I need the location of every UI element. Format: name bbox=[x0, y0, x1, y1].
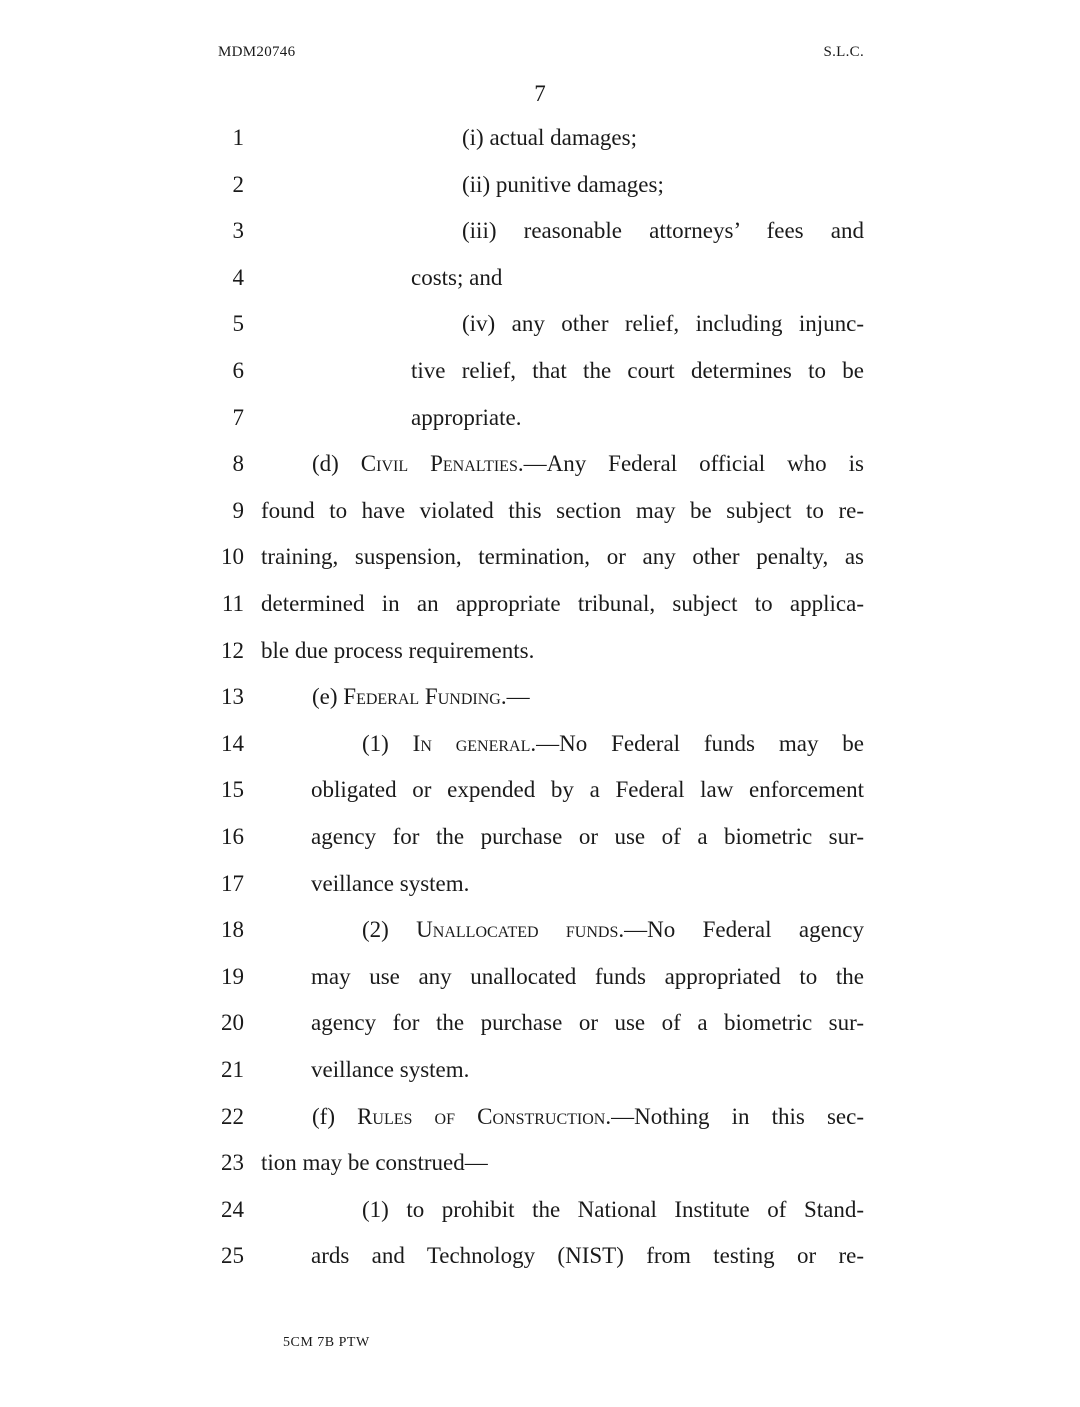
line-text bbox=[311, 776, 864, 804]
document-id: MDM20746 bbox=[218, 44, 296, 60]
text-segment: (iv) any other relief, including injunc- bbox=[462, 311, 864, 337]
text-line bbox=[0, 916, 1080, 963]
text-line bbox=[0, 776, 1080, 823]
line-text bbox=[462, 217, 864, 245]
text-line bbox=[0, 450, 1080, 497]
office-code: S.L.C. bbox=[823, 44, 864, 60]
line-number: 8 bbox=[232, 451, 244, 477]
text-segment: veillance system. bbox=[311, 870, 470, 896]
footer-code: 5CM 7B PTW bbox=[283, 1335, 370, 1350]
text-segment: (i) actual damages; bbox=[462, 125, 637, 150]
text-line bbox=[0, 310, 1080, 357]
line-number: 22 bbox=[221, 1103, 244, 1129]
text-line bbox=[0, 124, 1080, 171]
text-segment: appropriate. bbox=[411, 404, 522, 430]
text-segment: (ii) punitive damages; bbox=[462, 171, 664, 197]
line-text bbox=[411, 357, 864, 385]
text-segment: (iii) reasonable attorneys’ fees and bbox=[462, 218, 864, 244]
section-heading: Federal Funding bbox=[343, 684, 501, 710]
line-text bbox=[311, 1009, 864, 1037]
section-heading: Rules of Construction bbox=[357, 1103, 606, 1129]
text-segment: costs; and bbox=[411, 264, 503, 290]
text-line bbox=[0, 637, 1080, 684]
line-number: 25 bbox=[221, 1243, 244, 1269]
line-number: 17 bbox=[221, 870, 244, 896]
line-number: 16 bbox=[221, 824, 244, 849]
section-heading: Civil Penalties bbox=[360, 451, 518, 477]
line-number: 24 bbox=[221, 1196, 244, 1222]
line-text bbox=[462, 171, 664, 199]
text-segment: obligated or expended by a Federal law enforcement bbox=[311, 777, 864, 803]
text-segment: may use any unallocated funds appropriated to the bbox=[311, 963, 864, 989]
line-text bbox=[411, 404, 521, 432]
text-line bbox=[0, 543, 1080, 590]
line-number: 13 bbox=[221, 684, 244, 710]
text-segment: veillance system. bbox=[311, 1057, 470, 1082]
text-segment: ble due process requirements. bbox=[261, 637, 535, 663]
line-number: 23 bbox=[221, 1150, 244, 1176]
section-heading: Unallocated funds bbox=[416, 917, 619, 943]
text-line bbox=[0, 1196, 1080, 1243]
text-segment: (d) bbox=[312, 451, 361, 477]
line-text bbox=[311, 1242, 864, 1270]
line-number: 4 bbox=[232, 264, 244, 290]
line-text bbox=[311, 870, 469, 898]
line-text bbox=[261, 497, 864, 525]
text-line bbox=[0, 497, 1080, 544]
text-segment: (e) bbox=[312, 684, 344, 710]
text-line bbox=[0, 963, 1080, 1010]
page-number: 7 bbox=[534, 81, 546, 106]
line-text bbox=[362, 916, 864, 944]
text-line bbox=[0, 730, 1080, 777]
line-number: 10 bbox=[221, 544, 244, 570]
text-line bbox=[0, 1242, 1080, 1289]
line-number: 9 bbox=[232, 497, 244, 523]
text-segment: (f) bbox=[312, 1103, 358, 1129]
line-text bbox=[261, 543, 864, 571]
line-text bbox=[261, 590, 864, 618]
text-line bbox=[0, 1056, 1080, 1103]
line-text bbox=[312, 450, 864, 478]
line-text bbox=[462, 310, 864, 338]
text-segment: .—Nothing in this sec- bbox=[605, 1103, 864, 1129]
line-number: 14 bbox=[221, 730, 244, 756]
text-line bbox=[0, 870, 1080, 917]
text-segment: agency for the purchase or use of a biometric sur- bbox=[311, 1010, 864, 1036]
line-text bbox=[462, 124, 637, 152]
line-number: 11 bbox=[221, 591, 244, 616]
line-number: 21 bbox=[221, 1057, 244, 1082]
line-number: 3 bbox=[232, 218, 244, 244]
line-number: 7 bbox=[232, 404, 244, 430]
text-segment: determined in an appropriate tribunal, subject to applica- bbox=[261, 591, 864, 616]
text-line bbox=[0, 683, 1080, 730]
text-segment: .—No Federal agency bbox=[618, 917, 864, 943]
text-line bbox=[0, 171, 1080, 218]
line-text bbox=[312, 683, 530, 711]
text-segment: .— bbox=[500, 684, 530, 710]
line-number: 18 bbox=[221, 917, 244, 943]
text-segment: (1) to prohibit the National Institute of Stand- bbox=[362, 1196, 864, 1222]
line-number: 2 bbox=[232, 171, 244, 197]
text-line bbox=[0, 217, 1080, 264]
line-number: 1 bbox=[232, 125, 244, 150]
text-segment: (1) bbox=[362, 730, 413, 756]
line-text bbox=[312, 1103, 864, 1131]
text-line bbox=[0, 1149, 1080, 1196]
text-segment: (2) bbox=[362, 917, 417, 943]
line-number: 20 bbox=[221, 1010, 244, 1036]
text-segment: ards and Technology (NIST) from testing or re- bbox=[311, 1243, 864, 1269]
text-line bbox=[0, 1103, 1080, 1150]
line-number: 19 bbox=[221, 963, 244, 989]
line-text bbox=[362, 1196, 864, 1224]
line-text bbox=[261, 1149, 488, 1177]
line-text bbox=[261, 637, 534, 665]
text-line bbox=[0, 264, 1080, 311]
line-text bbox=[411, 264, 502, 292]
line-text bbox=[362, 730, 864, 758]
text-line bbox=[0, 1009, 1080, 1056]
text-line bbox=[0, 590, 1080, 637]
text-segment: tive relief, that the court determines to be bbox=[411, 358, 864, 383]
text-line bbox=[0, 823, 1080, 870]
line-number: 5 bbox=[232, 311, 244, 337]
text-line bbox=[0, 404, 1080, 451]
text-segment: tion may be construed— bbox=[261, 1150, 488, 1176]
line-number: 6 bbox=[232, 358, 244, 383]
line-text bbox=[311, 823, 864, 851]
text-line bbox=[0, 357, 1080, 404]
line-number: 15 bbox=[221, 777, 244, 803]
section-heading: In general bbox=[412, 730, 531, 756]
text-segment: agency for the purchase or use of a biometric sur- bbox=[311, 824, 864, 849]
text-segment: .—Any Federal official who is bbox=[517, 451, 864, 477]
text-segment: found to have violated this section may be subject to re- bbox=[261, 497, 864, 523]
line-number: 12 bbox=[221, 637, 244, 663]
line-text bbox=[311, 1056, 469, 1084]
line-text bbox=[311, 963, 864, 991]
text-segment: training, suspension, termination, or any other penalty, as bbox=[261, 544, 864, 570]
text-segment: .—No Federal funds may be bbox=[530, 730, 864, 756]
